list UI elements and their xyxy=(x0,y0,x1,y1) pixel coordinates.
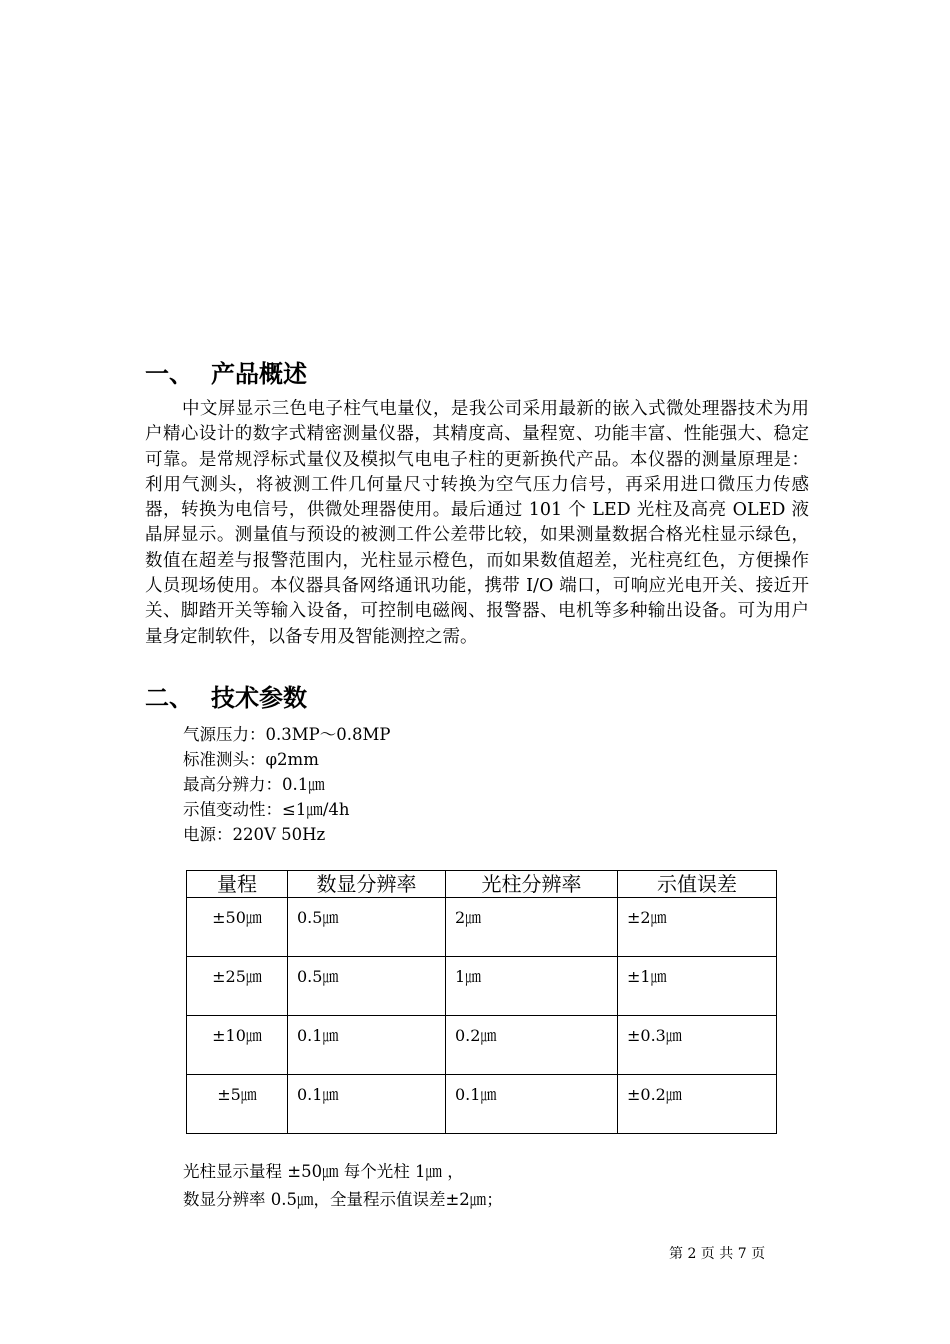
table-cell: ±0.3㎛ xyxy=(618,1016,777,1075)
table-cell: 0.5㎛ xyxy=(288,898,446,957)
table-cell: ±25㎛ xyxy=(187,957,288,1016)
table-cell: ±2㎛ xyxy=(618,898,777,957)
table-cell: 0.1㎛ xyxy=(288,1075,446,1134)
table-cell: 1㎛ xyxy=(446,957,618,1016)
table-header-cell: 量程 xyxy=(187,871,288,898)
table-header-cell: 示值误差 xyxy=(618,871,777,898)
spec-probe: 标准测头：φ2mm xyxy=(183,750,319,769)
table-row xyxy=(187,898,777,957)
table-cell: ±50㎛ xyxy=(187,898,288,957)
table-cell: ±10㎛ xyxy=(187,1016,288,1075)
spec-power: 电源：220V 50Hz xyxy=(183,825,326,844)
spec-resolution: 最高分辨力：0.1㎛ xyxy=(183,775,325,794)
section-heading-overview xyxy=(145,359,307,389)
table-header-row xyxy=(187,871,777,898)
table-cell: ±0.2㎛ xyxy=(618,1075,777,1134)
section-number: 一、 xyxy=(145,360,193,388)
table-cell: 0.5㎛ xyxy=(288,957,446,1016)
parameter-table xyxy=(186,870,777,1134)
spec-air-pressure: 气源压力：0.3MP～0.8MP xyxy=(183,725,391,744)
table-header-cell: 数显分辨率 xyxy=(288,871,446,898)
table-cell: 0.1㎛ xyxy=(446,1075,618,1134)
page-number: 第 2 页 共 7 页 xyxy=(669,1246,766,1262)
section-title: 技术参数 xyxy=(211,684,307,712)
table-cell: 0.2㎛ xyxy=(446,1016,618,1075)
section-number: 二、 xyxy=(145,684,193,712)
table-cell: ±5㎛ xyxy=(187,1075,288,1134)
table-row xyxy=(187,1016,777,1075)
spec-repeatability: 示值变动性：≤1㎛/4h xyxy=(183,800,350,819)
section-heading-specs xyxy=(145,683,307,713)
overview-paragraph: 中文屏显示三色电子柱气电量仪，是我公司采用最新的嵌入式微处理器技术为用户精心设计的数字式精密测量仪器，其精度高、量程宽、功能丰富、性能强大、稳定可靠。是常规浮标式量仪及模拟气电电子柱的更新换代产品。本仪器的测量原理是：利用气测头，将被测工件几何量尺寸转换为空气压力信号，再采用进口微压力传感器，转换为电信号，供微处理器使用。最后通过 101 个 LED 光柱及高亮 OLED 液晶屏显示。测量值与预设的被测工件公差带比较，如果测量数据合格光柱显示绿色，数值在超差与报警范围内，光柱显示橙色，而如果数值超差，光柱亮红色，方便操作人员现场使用。本仪器具备网络通讯功能，携带 I/O 端口，可响应光电开关、接近开关、脚踏开关等输入设备，可控制电磁阀、报警器、电机等多种输出设备。可为用户量身定制软件，以备专用及智能测控之需。 xyxy=(145,399,809,647)
section-title: 产品概述 xyxy=(211,360,307,388)
table-row xyxy=(187,957,777,1016)
note-bar-range: 光柱显示量程 ±50㎛ 每个光柱 1㎛ ， xyxy=(183,1162,464,1181)
table-header-cell: 光柱分辨率 xyxy=(446,871,618,898)
table-cell: 0.1㎛ xyxy=(288,1016,446,1075)
spec-list xyxy=(183,722,390,847)
note-digital-resolution: 数显分辨率 0.5㎛，全量程示值误差±2㎛； xyxy=(183,1190,503,1209)
notes-list xyxy=(183,1158,503,1214)
table-cell: 2㎛ xyxy=(446,898,618,957)
table-row xyxy=(187,1075,777,1134)
table-cell: ±1㎛ xyxy=(618,957,777,1016)
